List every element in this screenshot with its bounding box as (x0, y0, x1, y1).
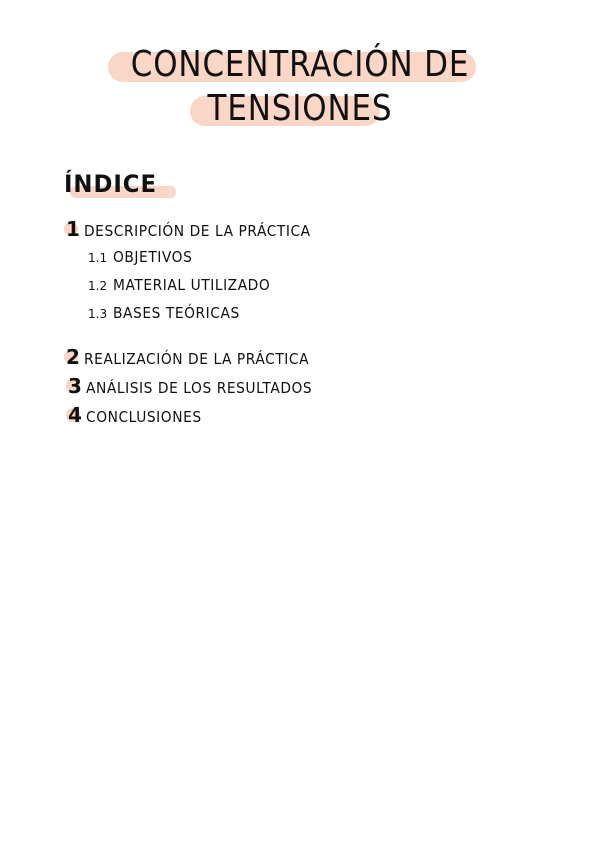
toc-label: DESCRIPCIÓN DE LA PRÁCTICA (83, 222, 311, 240)
toc-label: ANÁLISIS DE LOS RESULTADOS (85, 379, 313, 397)
toc-label: CONCLUSIONES (85, 408, 202, 426)
toc-label: OBJETIVOS (113, 248, 193, 266)
toc-item-2 (66, 345, 329, 369)
toc-item-4 (68, 403, 212, 427)
toc-item-1-1 (88, 248, 199, 266)
toc-item-3 (68, 374, 332, 398)
page-title-line-1: CONCENTRACIÓN DE (130, 44, 470, 85)
toc-item-1-2 (88, 276, 284, 294)
index-heading: ÍNDICE (64, 170, 157, 198)
toc-number: 1.2 (88, 279, 108, 293)
toc-label: BASES TEÓRICAS (113, 304, 240, 322)
toc-number: 1 (66, 217, 80, 241)
toc-number: 1.1 (88, 251, 108, 265)
toc-number: 2 (66, 345, 80, 369)
toc-number: 1.3 (88, 307, 108, 321)
toc-number: 4 (68, 403, 82, 427)
toc-label: REALIZACIÓN DE LA PRÁCTICA (83, 350, 310, 368)
toc-label: MATERIAL UTILIZADO (113, 276, 271, 294)
toc-number: 3 (68, 374, 82, 398)
page-title-line-2: TENSIONES (207, 88, 393, 129)
toc-item-1-3 (88, 304, 251, 322)
toc-item-1 (66, 217, 330, 241)
